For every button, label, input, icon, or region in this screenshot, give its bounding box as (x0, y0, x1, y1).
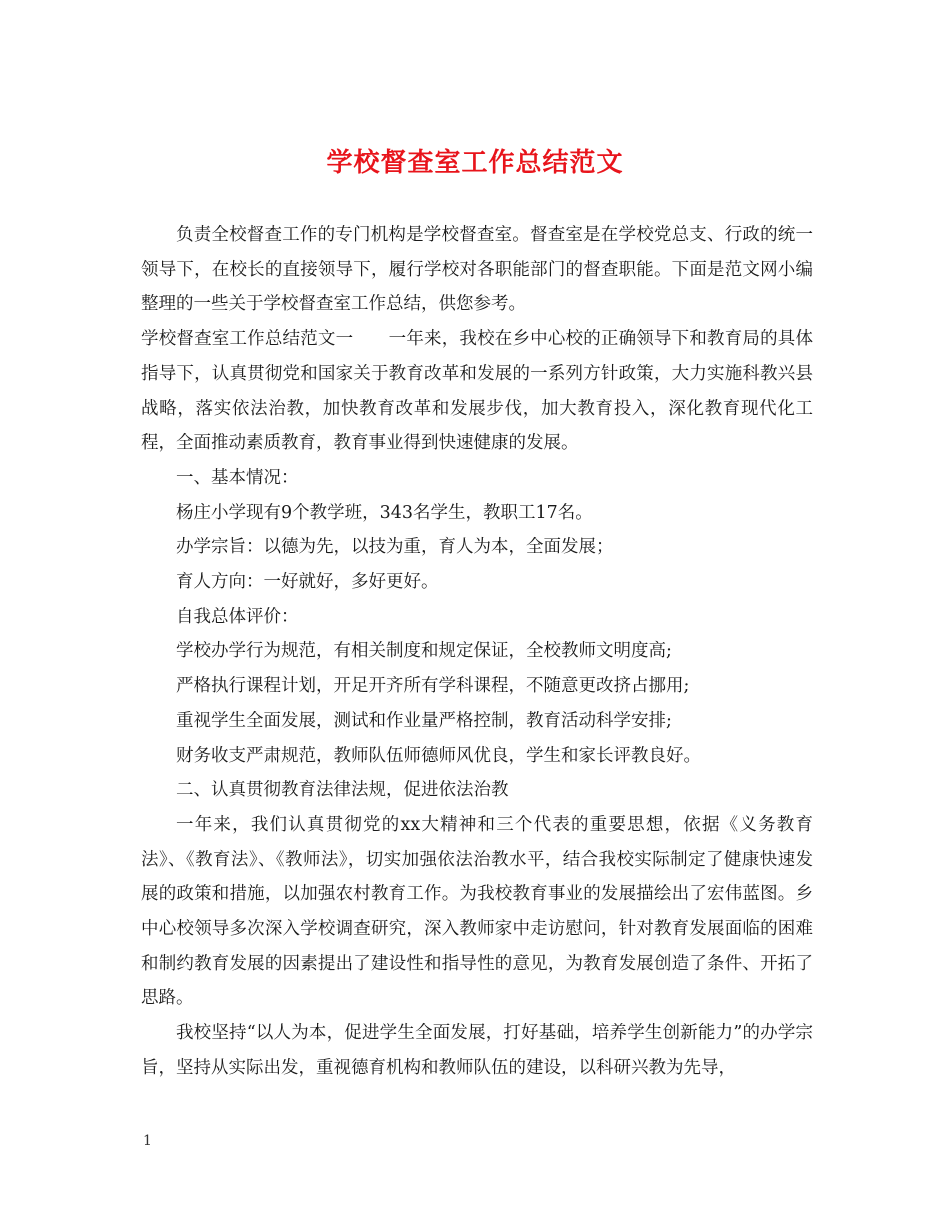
paragraph: 财务收支严肃规范，教师队伍师德师风优良，学生和家长评教良好。 (176, 745, 701, 766)
section-heading: 二、认真贯彻教育法律法规，促进依法治教 (176, 780, 509, 801)
paragraph: 一年来，我们认真贯彻党的xx大精神和三个代表的重要思想，依据《义务教育法》、《教育法》、《教师法》，切实加强依法治教水平，结合我校实际制定了健康快速发展的政策和措施，以加强农村教育工作。为我校教育事业的发展描绘出了宏伟蓝图。乡中心校领导多次深入学校调查研究，深入教师家中走访慰问，针对教育发展面临的困难和制约教育发展的因素提出了建设性和指导性的意见，为教育发展创造了条件、开拓了思路。 (141, 814, 813, 1009)
section-heading: 一、基本情况： (176, 467, 299, 488)
paragraph: 学校办学行为规范，有相关制度和规定保证，全校教师文明度高; (176, 641, 672, 662)
paragraph: 我校坚持“以人为本，促进学生全面发展，打好基础，培养学生创新能力”的办学宗旨，坚持从实际出发，重视德育机构和教师队伍的建设，以科研兴教为先导， (141, 1023, 813, 1078)
paragraph: 严格执行课程计划，开足开齐所有学科课程，不随意更改挤占挪用; (176, 676, 690, 697)
paragraph: 负责全校督查工作的专门机构是学校督查室。督查室是在学校党总支、行政的统一领导下，在校长的直接领导下，履行学校对各职能部门的督查职能。下面是范文网小编整理的一些关于学校督查室工作总结，供您参考。 (141, 225, 813, 315)
paragraph: 重视学生全面发展，测试和作业量严格控制，教育活动科学安排; (176, 710, 672, 731)
document-body (141, 218, 813, 1086)
paragraph: 自我总体评价： (176, 606, 299, 627)
page-number: 1 (143, 1133, 152, 1149)
paragraph: 办学宗旨：以德为先，以技为重，育人为本，全面发展； (176, 537, 614, 558)
document-title: 学校督查室工作总结范文 (326, 148, 624, 178)
paragraph: 学校督查室工作总结范文一 一年来，我校在乡中心校的正确领导下和教育局的具体指导下，认真贯彻党和国家关于教育改革和发展的一系列方针政策，大力实施科教兴县战略，落实依法治教，加快教育改革和发展步伐，加大教育投入，深化教育现代化工程，全面推动素质教育，教育事业得到快速健康的发展。 (141, 329, 813, 454)
paragraph: 杨庄小学现有9个教学班，343名学生，教职工17名。 (176, 502, 593, 523)
paragraph: 育人方向：一好就好，多好更好。 (176, 572, 439, 593)
